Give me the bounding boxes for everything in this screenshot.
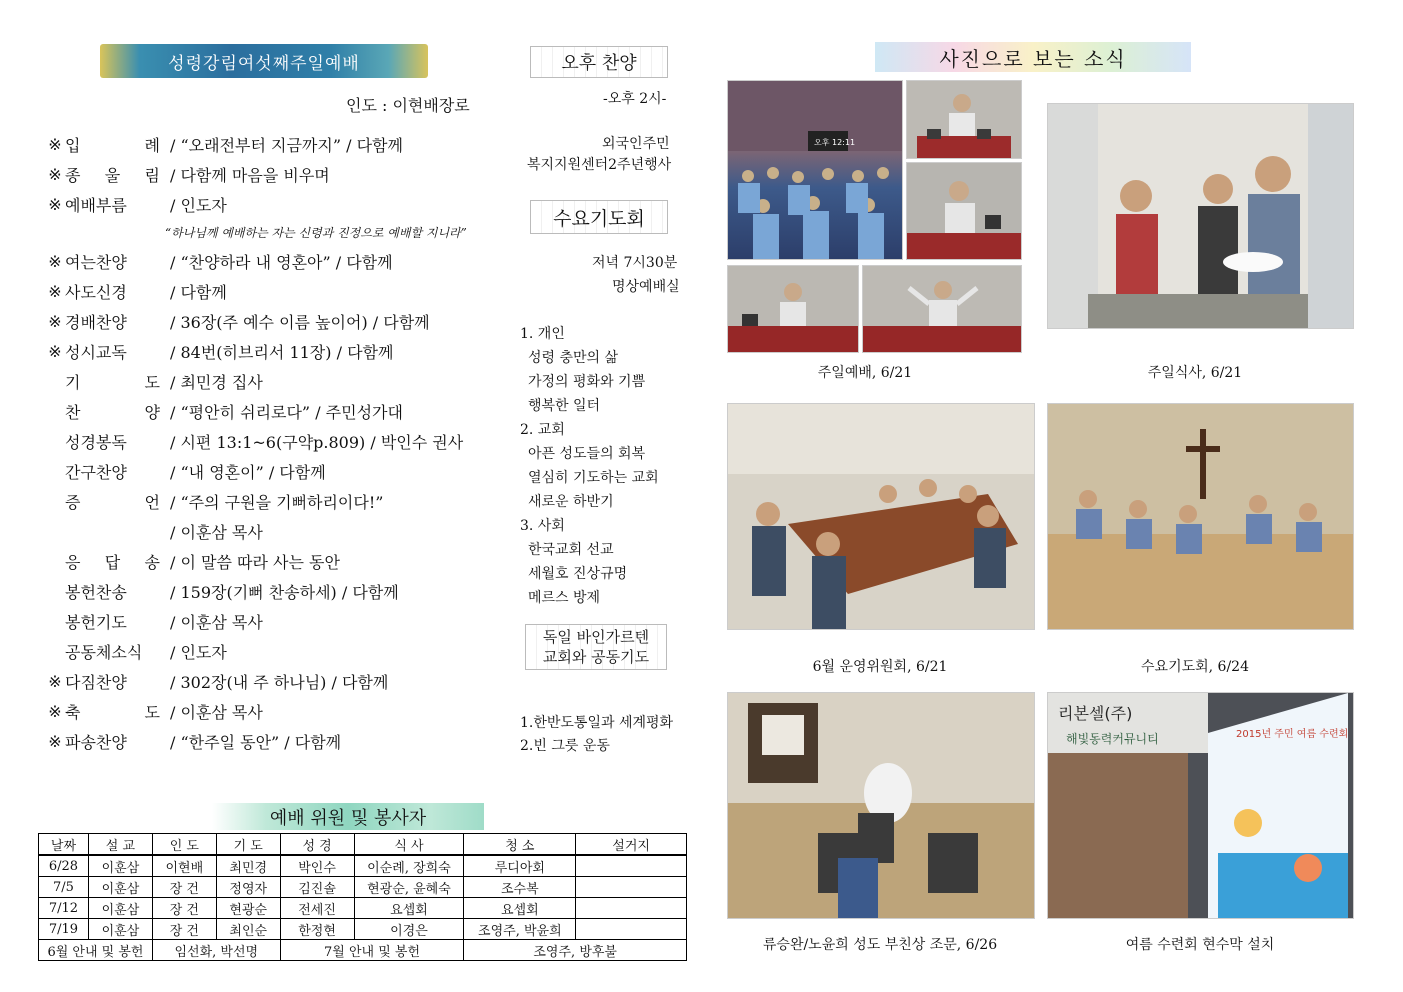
prayer-item: 세월호 진상규명	[528, 566, 628, 582]
staff-table	[38, 833, 687, 961]
sunday-meal-illustration	[1048, 104, 1353, 328]
order-row	[45, 486, 383, 516]
call-verse: “하나님께 예배하는 자는 신령과 진정으로 예배할 지니라”	[165, 226, 467, 240]
order-row	[45, 726, 341, 756]
caption-retreat: 여름 수련회 현수막 설치	[1125, 937, 1275, 953]
table-row	[39, 855, 687, 877]
required-standing-mark: ※	[48, 671, 62, 691]
sunday-meal-photo	[1047, 103, 1354, 329]
order-row	[45, 306, 430, 336]
prayer-category: 1. 개인	[520, 326, 565, 342]
prayer-item: 성령 충만의 삶	[528, 350, 619, 366]
funeral-visit-photo	[727, 692, 1035, 919]
staff-cell: 장 건	[152, 877, 216, 898]
caption-funeral: 류승완/노윤희 성도 부친상 조문, 6/26	[762, 937, 998, 953]
offering-cell: 6월 안내 및 봉헌	[39, 940, 153, 961]
wednesday-prayer-photo	[1047, 403, 1354, 630]
staff-cell	[576, 898, 687, 919]
order-row	[45, 336, 393, 366]
order-row	[45, 606, 263, 636]
staff-column-header: 기 도	[216, 834, 280, 856]
preacher-photo-3	[727, 265, 859, 353]
caption-sunday-meal: 주일식사, 6/21	[1147, 365, 1243, 381]
staff-cell: 이훈삼	[88, 898, 152, 919]
building-sign-text-2: 해빛동력커뮤니티	[1066, 732, 1159, 746]
order-item-detail: / “찬양하라 내 영혼아” / 다함께	[170, 252, 393, 272]
staff-cell	[576, 919, 687, 940]
order-row	[45, 516, 263, 546]
order-item-detail: / 302장(내 주 하나님) / 다함께	[170, 672, 389, 692]
order-item-name: 봉헌찬송	[65, 582, 127, 602]
order-item-detail: / 36장(주 예수 이름 높이어) / 다함께	[170, 312, 430, 332]
staff-cell	[576, 855, 687, 877]
order-row	[45, 366, 263, 396]
order-item-detail: / 인도자	[170, 642, 227, 662]
prayer-item: 새로운 하반기	[528, 494, 614, 510]
prayer-category: 2. 교회	[520, 422, 565, 438]
wednesday-time: 저녁 7시30분	[592, 255, 678, 271]
preacher-photo-1	[906, 80, 1022, 159]
order-item-detail: / 159장(기뻐 찬송하세) / 다함께	[170, 582, 399, 602]
order-item-detail: / 이훈삼 목사	[170, 612, 263, 632]
staff-cell: 7/5	[39, 877, 89, 898]
required-standing-mark: ※	[48, 134, 62, 154]
order-item-name: 축 도	[65, 702, 160, 722]
committee-meeting-illustration	[728, 404, 1034, 629]
order-item-name: 여는찬양	[65, 252, 127, 272]
order-item-name: 공동체소식	[65, 642, 143, 662]
order-row	[45, 426, 463, 456]
screen-clock-text: 오후 12:11	[814, 138, 856, 147]
table-row	[39, 919, 687, 940]
order-item-detail: / 이훈삼 목사	[170, 522, 263, 542]
required-standing-mark: ※	[48, 701, 62, 721]
order-item-detail: / “한주일 동안” / 다함께	[170, 732, 342, 752]
germany-title-line1: 독일 바인가르텐	[542, 628, 650, 646]
order-item-name: 성시교독	[65, 342, 127, 362]
staff-cell: 최민경	[216, 855, 280, 877]
staff-cell: 7/19	[39, 919, 89, 940]
order-row	[45, 246, 393, 276]
order-item-name: 다짐찬양	[65, 672, 127, 692]
order-item-detail: / 다함께 마음을 비우며	[170, 165, 330, 185]
staff-cell: 이경은	[354, 919, 464, 940]
committee-meeting-photo	[727, 403, 1035, 630]
required-standing-mark: ※	[48, 281, 62, 301]
staff-column-header: 설거지	[576, 834, 687, 856]
prayer-item: 가정의 평화와 기쁨	[528, 374, 646, 390]
order-item-detail: / 최민경 집사	[170, 372, 263, 392]
order-row	[45, 276, 227, 306]
staff-cell: 이순례, 장희숙	[354, 855, 464, 877]
order-row	[45, 546, 340, 576]
funeral-visit-illustration	[728, 693, 1034, 918]
offering-cell: 임선화, 박선명	[152, 940, 280, 961]
order-item-detail: / 이 말씀 따라 사는 동안	[170, 552, 340, 572]
order-item-name: 사도신경	[65, 282, 127, 302]
staff-cell: 루디아회	[464, 855, 576, 877]
preacher-photo-4	[862, 265, 1022, 353]
staff-cell: 현광순	[216, 898, 280, 919]
preacher-illustration-2	[907, 163, 1021, 259]
building-sign-text: 리본셀(주)	[1058, 704, 1133, 723]
staff-cell: 현광순, 윤혜숙	[354, 877, 464, 898]
staff-cell: 이훈삼	[88, 855, 152, 877]
order-item-name: 경배찬양	[65, 312, 127, 332]
staff-cell: 이훈삼	[88, 919, 152, 940]
wednesday-title: 수요기도회	[530, 200, 668, 234]
order-item-name: 기 도	[65, 372, 160, 392]
order-item-name: 종 울 림	[65, 165, 160, 185]
prayer-item: 행복한 일터	[528, 398, 601, 414]
order-row	[45, 159, 330, 189]
germany-title	[525, 624, 667, 670]
order-item-detail: / “평안히 쉬리로다” / 주민성가대	[170, 402, 403, 422]
order-item-name: 파송찬양	[65, 732, 127, 752]
wednesday-prayer-illustration	[1048, 404, 1353, 629]
prayer-item: 메르스 방제	[528, 590, 601, 606]
wednesday-place: 명상예배실	[612, 279, 680, 295]
staff-cell: 한정현	[280, 919, 354, 940]
required-standing-mark: ※	[48, 194, 62, 214]
news-title: 사진으로 보는 소식	[875, 42, 1191, 72]
order-item-detail: / 시편 13:1~6(구약p.809) / 박인수 권사	[170, 432, 464, 452]
order-item-name: 예배부름	[65, 195, 127, 215]
required-standing-mark: ※	[48, 341, 62, 361]
staff-title: 예배 위원 및 봉사자	[212, 803, 484, 830]
table-row	[39, 877, 687, 898]
order-item-name: 성경봉독	[65, 432, 127, 452]
staff-column-header: 청 소	[464, 834, 576, 856]
prayer-item: 한국교회 선교	[528, 542, 614, 558]
staff-cell: 요셉회	[464, 898, 576, 919]
staff-column-header: 설 교	[88, 834, 152, 856]
order-item-detail: / 다함께	[170, 282, 227, 302]
order-item-name: 봉헌기도	[65, 612, 127, 632]
order-item-name: 간구찬양	[65, 462, 127, 482]
order-row	[45, 666, 388, 696]
germany-title-line2: 교회와 공동기도	[542, 648, 650, 666]
order-row	[45, 576, 399, 606]
caption-sunday-worship: 주일예배, 6/21	[817, 365, 913, 381]
staff-cell: 7/12	[39, 898, 89, 919]
staff-cell: 장 건	[152, 919, 216, 940]
retreat-banner-illustration	[1048, 693, 1353, 918]
order-item-detail: / 인도자	[170, 195, 227, 215]
staff-cell: 장 건	[152, 898, 216, 919]
order-item-name: 찬 양	[65, 402, 160, 422]
worship-crowd-illustration	[728, 81, 902, 259]
order-row	[45, 696, 263, 726]
worship-crowd-photo	[727, 80, 903, 260]
afternoon-line2: 복지지원센터2주년행사	[527, 157, 672, 173]
afternoon-line1: 외국인주민	[602, 136, 670, 152]
staff-cell: 6/28	[39, 855, 89, 877]
preacher-illustration-4	[863, 266, 1021, 352]
staff-column-header: 성 경	[280, 834, 354, 856]
order-item-detail: / 이훈삼 목사	[170, 702, 263, 722]
staff-cell: 정영자	[216, 877, 280, 898]
prayer-item: 아픈 성도들의 회복	[528, 446, 646, 462]
staff-column-header: 식 사	[354, 834, 464, 856]
germany-item-1: 1.한반도통일과 세계평화	[520, 715, 674, 731]
staff-cell: 조영주, 박윤희	[464, 919, 576, 940]
required-standing-mark: ※	[48, 311, 62, 331]
staff-cell: 김진솔	[280, 877, 354, 898]
staff-cell: 요셉회	[354, 898, 464, 919]
staff-header-row	[39, 834, 687, 856]
worship-title: 성령강림여섯째주일예배	[100, 44, 428, 78]
staff-cell	[576, 877, 687, 898]
afternoon-time: -오후 2시-	[603, 91, 667, 107]
offering-cell: 조영주, 방후불	[464, 940, 687, 961]
prayer-item: 열심히 기도하는 교회	[528, 470, 659, 486]
order-row	[45, 129, 403, 159]
staff-column-header: 인 도	[152, 834, 216, 856]
staff-cell: 이훈삼	[88, 877, 152, 898]
order-item-name: 입 례	[65, 135, 160, 155]
retreat-banner-text: 2015년 주민 여름 수련회	[1236, 729, 1349, 740]
order-item-name: 응 답 송	[65, 552, 160, 572]
required-standing-mark: ※	[48, 731, 62, 751]
order-item-detail: / “내 영혼이” / 다함께	[170, 462, 326, 482]
staff-cell: 전세진	[280, 898, 354, 919]
order-item-detail: / 84번(히브리서 11장) / 다함께	[170, 342, 394, 362]
order-item-name: 증 언	[65, 492, 160, 512]
staff-cell: 조수복	[464, 877, 576, 898]
preacher-illustration-3	[728, 266, 858, 352]
preacher-photo-2	[906, 162, 1022, 260]
preacher-illustration-1	[907, 81, 1021, 158]
afternoon-title: 오후 찬양	[530, 46, 668, 78]
order-row	[45, 396, 403, 426]
caption-committee: 6월 운영위원회, 6/21	[812, 659, 948, 675]
order-row	[45, 456, 326, 486]
germany-item-2: 2.빈 그릇 운동	[520, 738, 610, 754]
order-item-detail: / “주의 구원을 기뻐하리이다!”	[170, 492, 384, 512]
staff-cell: 이현배	[152, 855, 216, 877]
prayer-category: 3. 사회	[520, 518, 565, 534]
order-row	[45, 636, 227, 666]
offering-cell: 7월 안내 및 봉헌	[280, 940, 464, 961]
required-standing-mark: ※	[48, 164, 62, 184]
required-standing-mark: ※	[48, 251, 62, 271]
retreat-banner-photo	[1047, 692, 1354, 919]
leader-line: 인도 : 이현배장로	[346, 96, 470, 115]
staff-cell: 최인순	[216, 919, 280, 940]
order-row	[45, 189, 227, 219]
staff-cell: 박인수	[280, 855, 354, 877]
staff-column-header: 날짜	[39, 834, 89, 856]
caption-wednesday: 수요기도회, 6/24	[1141, 659, 1249, 675]
table-row	[39, 898, 687, 919]
order-item-detail: / “오래전부터 지금까지” / 다함께	[170, 135, 403, 155]
offering-footer-row	[39, 940, 687, 961]
